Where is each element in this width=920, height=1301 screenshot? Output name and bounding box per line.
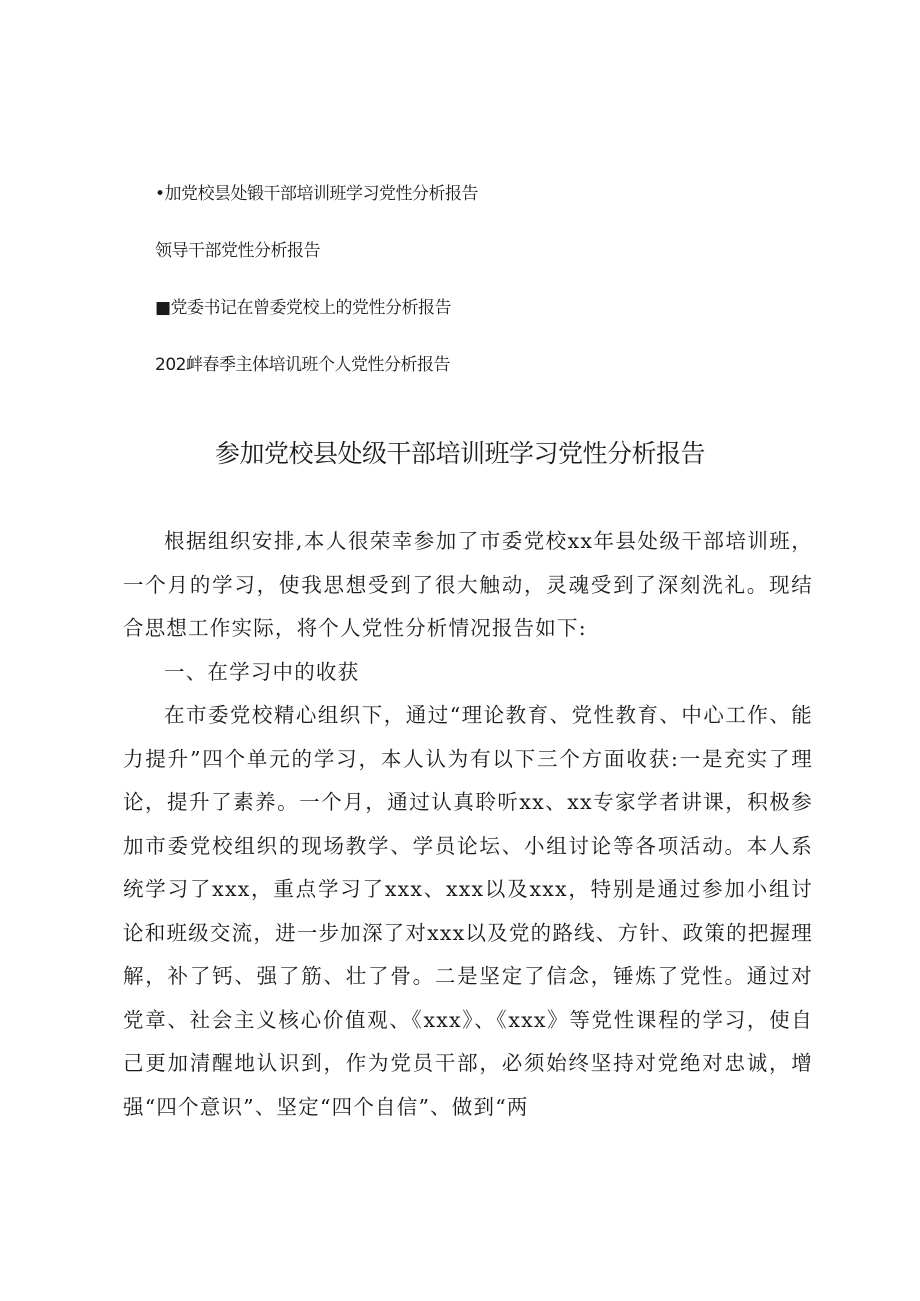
document-title: 参加党校县处级干部培训班学习党性分析报告 <box>214 439 705 468</box>
paragraph-gains: 在市委党校精心组织下，通过“理论教育、党性教育、中心工作、能力提升”四个单元的学习，本人认为有以下三个方面收获:一是充实了理论，提升了素养。一个月，通过认真聆听xx、xx专家学者讲课，积极参加市委党校组织的现场教学、学员论坛、小组讨论等各项活动。本人系统学习了xxx，重点学习了xxx、xxx以及xxx，特别是通过参加小组讨论和班级交流，进一步加深了对xxx以及党的路线、方针、政策的把握理解，补了钙、强了筋、壮了骨。二是坚定了信念，锤炼了党性。通过对党章、社会主义核心价值观、《xxx》、《xxx》等党性课程的学习，使自己更加清醒地认识到，作为党员干部，必须始终坚持对党绝对忠诚，增强“四个意识”、坚定“四个自信”、做到“两 <box>123 703 813 1119</box>
toc-item[interactable]: •加党校昙处锻干部培训班学习党性分析报告 <box>155 184 479 204</box>
toc-item[interactable]: ■党委书记在曾委党校上的党性分析报告 <box>155 298 452 318</box>
toc-item[interactable]: 202衅春季主体培讥班个人党性分析报告 <box>155 355 450 375</box>
paragraph-intro: 根据组织安排,本人很荣幸参加了市委党校xx年县处级干部培训班，一个月的学习，使我思想受到了很大触动，灵魂受到了深刻洗礼。现结合思想工作实际，将个人党性分析情况报告如下: <box>123 529 813 640</box>
toc-list <box>155 180 755 408</box>
toc-item[interactable]: 领导干部党性分析报告 <box>155 241 320 261</box>
section-heading: 一、在学习中的收获 <box>164 659 360 684</box>
document-body <box>123 520 813 1129</box>
